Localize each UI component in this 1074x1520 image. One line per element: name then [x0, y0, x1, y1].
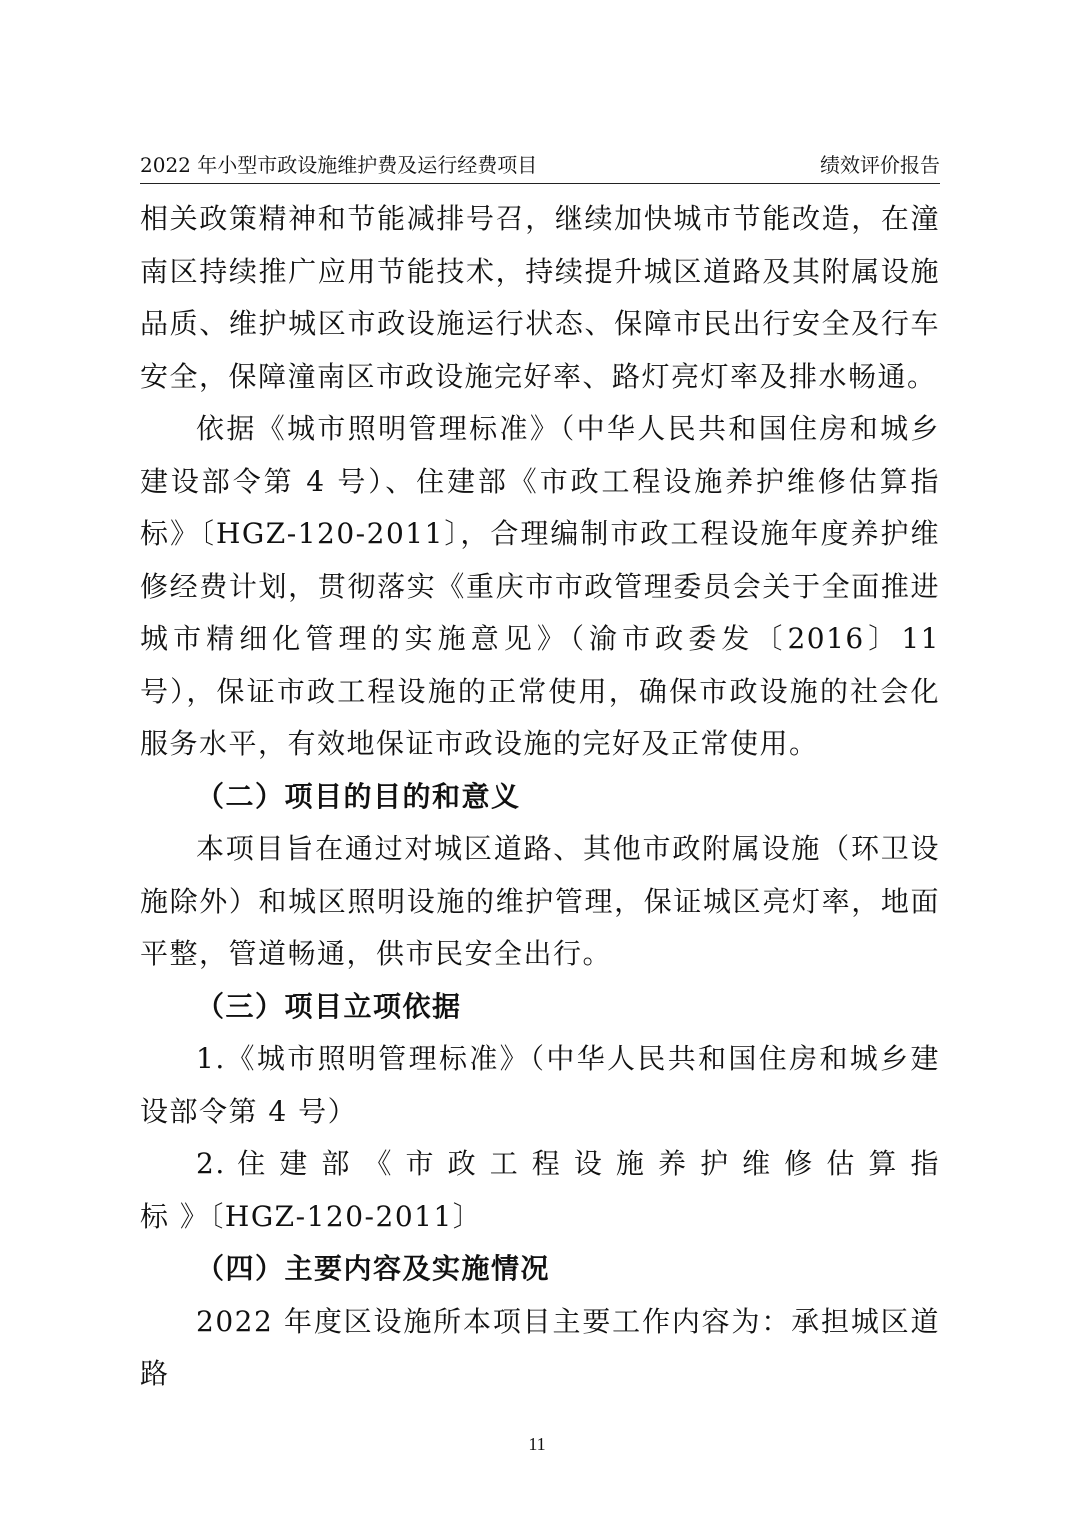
- section-heading-basis: （三）项目立项依据: [196, 989, 462, 1023]
- list-item-basis-1: 1.《城市照明管理标准》（中华人民共和国住房和城乡建设部令第 4 号）: [140, 1042, 940, 1128]
- section-heading-purpose: （二）项目的目的和意义: [196, 779, 521, 813]
- header-report-title: 绩效评价报告: [820, 153, 940, 177]
- paragraph-content: 2022 年度区设施所本项目主要工作内容为：承担城区道路: [140, 1304, 940, 1390]
- page-number: 11: [528, 1434, 546, 1454]
- header-project-title: 2022 年小型市政设施维护费及运行经费项目: [140, 153, 538, 177]
- page-body: [140, 193, 940, 1401]
- section-heading-content: （四）主要内容及实施情况: [196, 1252, 551, 1285]
- paragraph-basis: 依据《城市照明管理标准》（中华人民共和国住房和城乡建设部令第 4 号）、住建部《市政工程设施养护维修估算指标》〔HGZ-120-2011〕，合理编制市政工程设施年度养护维修经费计划，贯彻落实《重庆市市政管理委员会关于全面推进城市精细化管理的实施意见》（渝市政委发〔2016〕11 号），保证市政工程设施的正常使用，确保市政设施的社会化服务水平，有效地保证市政设施的完好及正常使用。: [140, 412, 940, 760]
- paragraph-purpose: 本项目旨在通过对城区道路、其他市政附属设施（环卫设施除外）和城区照明设施的维护管理，保证城区亮灯率，地面平整，管道畅通，供市民安全出行。: [140, 832, 940, 970]
- list-item-basis-2: 2. 住 建 部 《 市 政 工 程 设 施 养 护 维 修 估 算 指 标 》〔HGZ-120-2011〕: [140, 1147, 940, 1233]
- paragraph-continued: 相关政策精神和节能减排号召，继续加快城市节能改造，在潼南区持续推广应用节能技术，持续提升城区道路及其附属设施品质、维护城区市政设施运行状态、保障市民出行安全及行车安全，保障潼南区市政设施完好率、路灯亮灯率及排水畅通。: [140, 202, 940, 393]
- page-header: [140, 147, 940, 184]
